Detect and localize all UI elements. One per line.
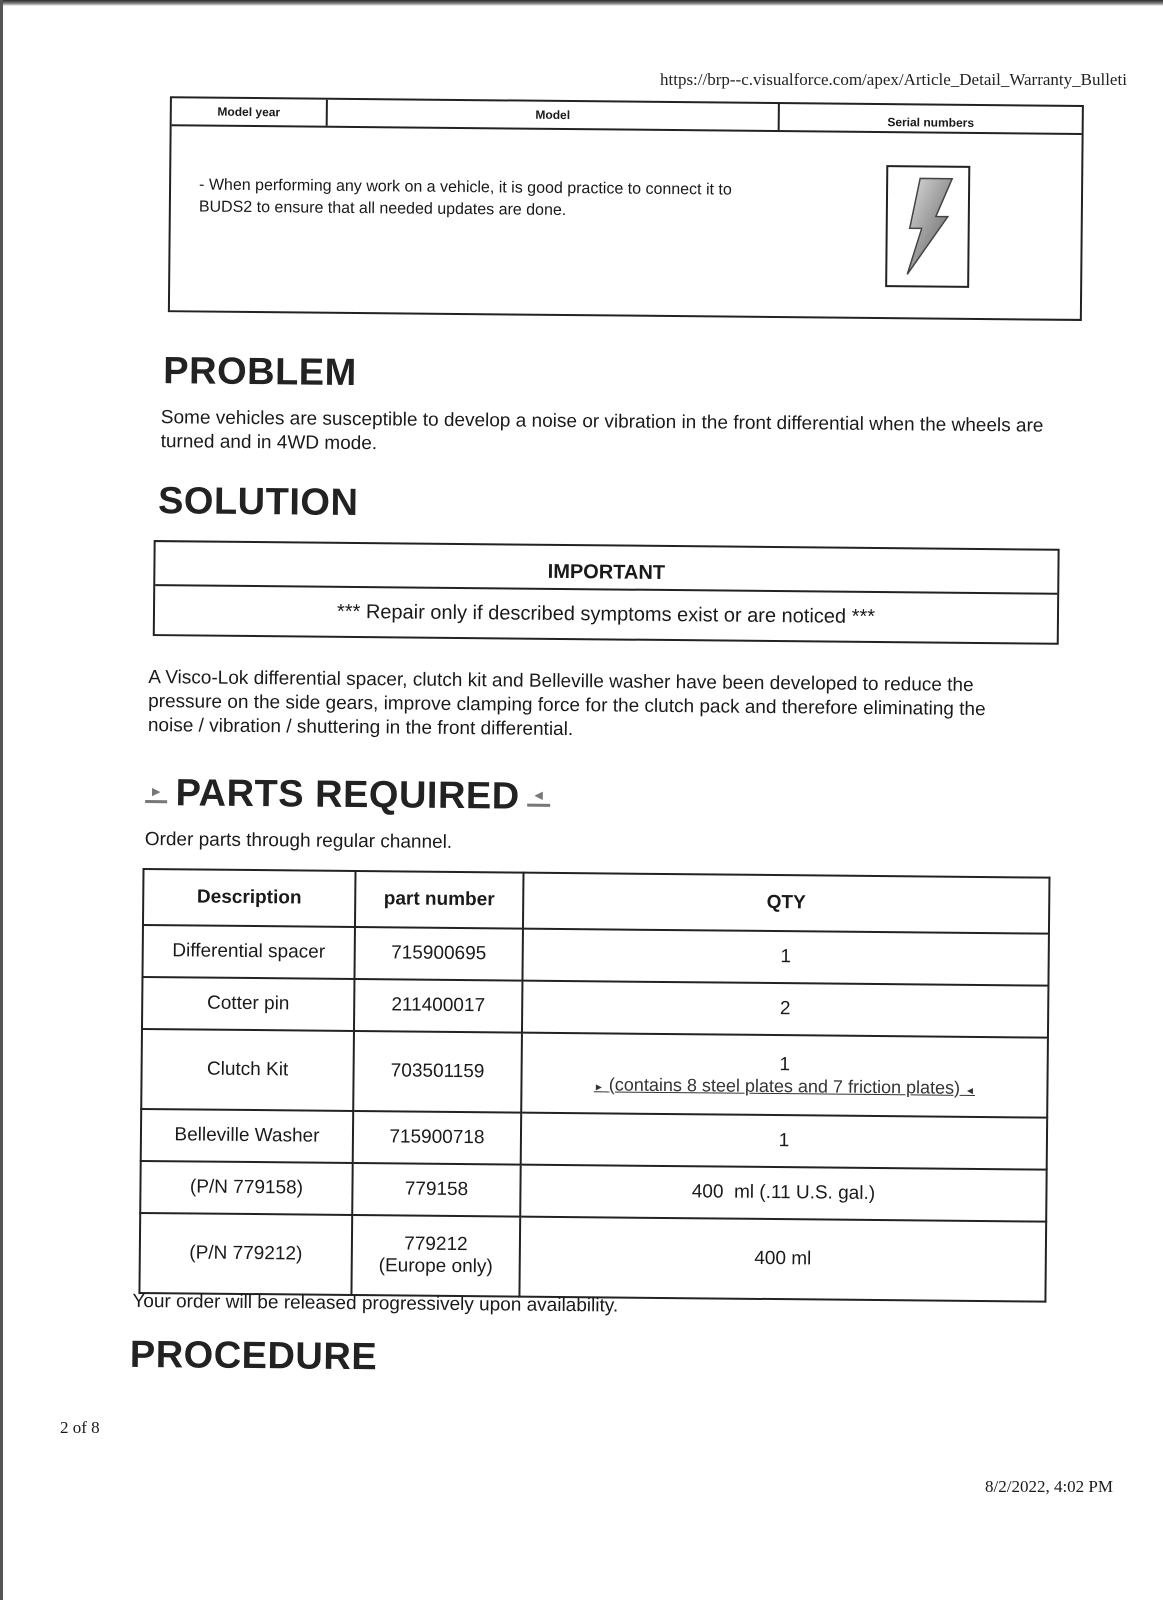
cell-description: (P/N 779212)	[139, 1213, 352, 1295]
cell-description: Cotter pin	[142, 977, 354, 1031]
problem-text: Some vehicles are susceptible to develop a noise or vibration in the front differential when the wheels are turned and in 4WD mode.	[160, 407, 1044, 455]
page-number: 2 of 8	[60, 1418, 100, 1437]
solution-text: A Visco-Lok differential spacer, clutch kit and Belleville washer have been developed to reduce the pressure on the side gears, improve clamping force for the clutch pack and therefore eliminating the noise / vibration / shuttering in the front differential.	[147, 667, 986, 741]
model-info-table	[168, 96, 1084, 321]
triangle-right-icon: ►	[145, 784, 168, 803]
parts-required-heading	[145, 772, 550, 819]
cell-qty: 1	[521, 1113, 1047, 1170]
cell-part-number: 715900718	[353, 1111, 521, 1165]
cell-description: Differential spacer	[142, 925, 354, 979]
cell-qty: 1	[522, 929, 1048, 986]
table-row	[140, 1161, 1046, 1222]
parts-table	[138, 868, 1050, 1303]
procedure-heading: PROCEDURE	[129, 1333, 378, 1379]
order-release-note: Your order will be released progressively upon availability.	[132, 1290, 619, 1317]
cell-part-number: 703501159	[353, 1031, 522, 1113]
table-row	[142, 977, 1048, 1038]
header-part-number: part number	[355, 871, 524, 929]
table-row	[142, 925, 1048, 986]
cell-part-number: 779212 (Europe only)	[351, 1215, 520, 1297]
cell-qty: 400 ml (.11 U.S. gal.)	[520, 1165, 1046, 1222]
table-row	[139, 1213, 1046, 1302]
important-label: IMPORTANT	[155, 542, 1057, 595]
cell-qty: 2	[522, 981, 1048, 1038]
qty-value: 1	[779, 1053, 791, 1075]
parts-subtitle: Order parts through regular channel.	[144, 828, 453, 853]
triangle-left-icon: ◄	[528, 788, 551, 807]
header-description: Description	[143, 869, 356, 927]
lightning-bolt-icon	[885, 165, 970, 288]
column-model: Model	[328, 100, 780, 130]
europe-only-note: (Europe only)	[378, 1255, 493, 1278]
cell-description: Clutch Kit	[141, 1029, 354, 1111]
cell-part-number: 715900695	[354, 927, 522, 981]
cell-qty	[521, 1033, 1048, 1118]
cell-description: (P/N 779158)	[140, 1161, 352, 1215]
important-text: *** Repair only if described symptoms exist or are noticed ***	[336, 600, 876, 628]
column-serial-numbers: Serial numbers	[887, 115, 975, 130]
table-row	[141, 1029, 1048, 1118]
cell-part-number: 211400017	[354, 979, 522, 1033]
clutch-kit-contents-note: ► (contains 8 steel plates and 7 friction plates) ◄	[593, 1073, 975, 1098]
triangle-right-icon: ►	[593, 1081, 604, 1093]
cell-qty: 400 ml	[519, 1217, 1046, 1302]
problem-heading: PROBLEM	[163, 350, 357, 394]
table-row	[141, 1109, 1047, 1170]
parts-required-title: PARTS REQUIRED	[175, 772, 520, 818]
bulletin-content	[129, 90, 1080, 1379]
column-model-year: Model year	[172, 98, 328, 125]
parts-table-header	[143, 869, 1049, 934]
buds2-note: - When performing any work on a vehicle, it is good practice to connect it to BUDS2 to ensure that all needed updates are done.	[198, 176, 732, 220]
cell-part-number: 779158	[352, 1163, 520, 1217]
solution-heading: SOLUTION	[157, 480, 359, 525]
print-datetime: 8/2/2022, 4:02 PM	[985, 1477, 1113, 1496]
triangle-left-icon: ◄	[964, 1085, 975, 1097]
cell-description: Belleville Washer	[141, 1109, 353, 1163]
page-url: https://brp--c.visualforce.com/apex/Article_Detail_Warranty_Bulleti	[660, 70, 1127, 89]
important-box	[153, 540, 1060, 645]
header-qty: QTY	[523, 873, 1050, 934]
